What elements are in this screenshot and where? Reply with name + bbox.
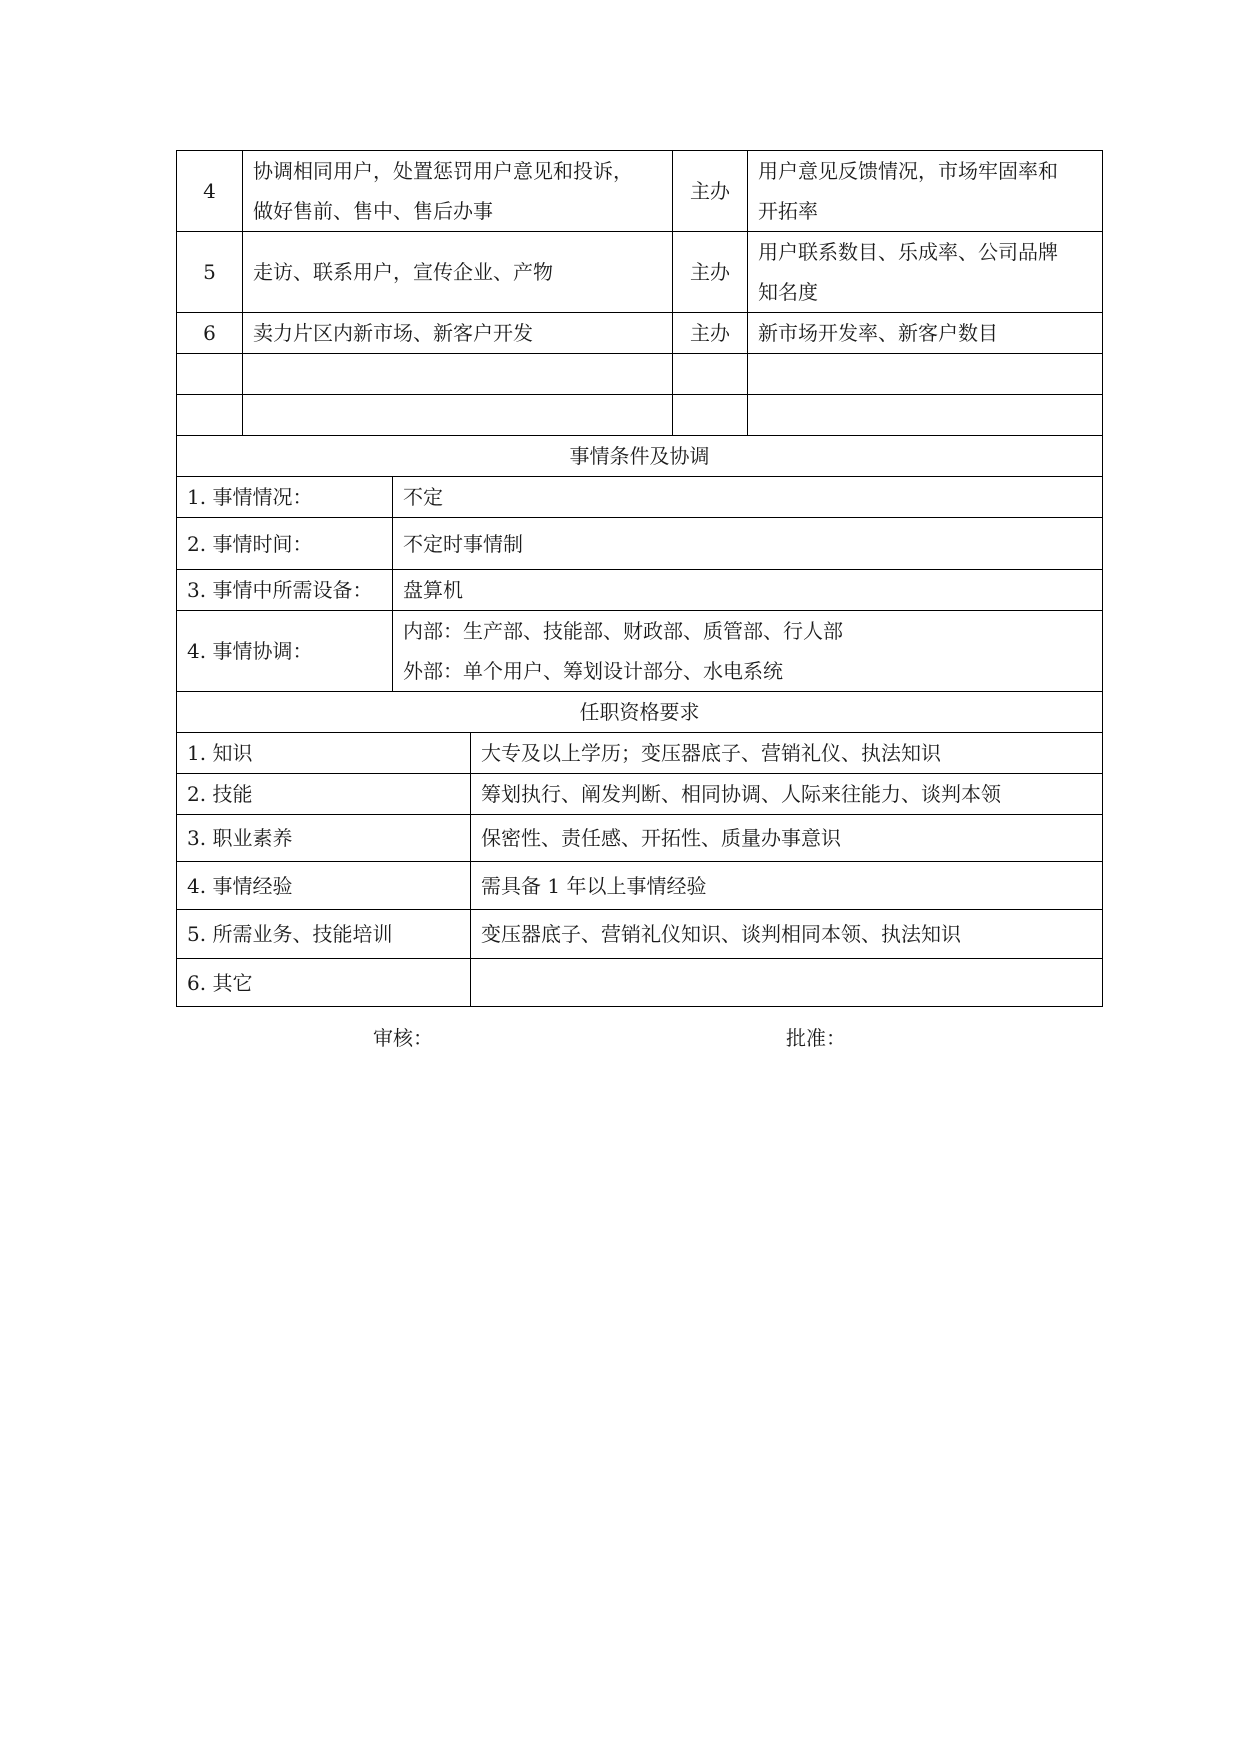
empty-cell [748, 354, 1103, 395]
qualification-value: 大专及以上学历；变压器底子、营销礼仪、执法知识 [471, 733, 1103, 774]
duty-content-line: 卖力片区内新市场、新客户开发 [253, 321, 533, 345]
duty-metric [748, 232, 1103, 313]
qualification-label: 3. 职业素养 [177, 815, 471, 862]
duty-metric-line: 开拓率 [758, 199, 818, 223]
duty-row [177, 151, 1103, 232]
audit-signature-label: 审核： [373, 1026, 433, 1050]
duty-content-line: 做好售前、售中、售后办事 [253, 199, 493, 223]
condition-row [177, 477, 1103, 518]
condition-value [393, 477, 1103, 518]
duty-content-line: 协调相同用户，处置惩罚用户意见和投诉， [253, 159, 633, 183]
duty-metric-line: 知名度 [758, 280, 818, 304]
duty-role: 主办 [673, 313, 748, 354]
condition-value [393, 611, 1103, 692]
duties-table [176, 150, 1103, 436]
approve-signature-label: 批准： [786, 1026, 846, 1050]
qualification-value: 筹划执行、阐发判断、相同协调、人际来往能力、谈判本领 [471, 774, 1103, 815]
qualification-label: 1. 知识 [177, 733, 471, 774]
duty-role: 主办 [673, 232, 748, 313]
condition-value-line: 外部：单个用户、筹划设计部分、水电系统 [403, 659, 783, 683]
duty-row-empty [177, 354, 1103, 395]
duty-metric-line: 用户联系数目、乐成率、公司品牌 [758, 240, 1058, 264]
empty-cell [673, 354, 748, 395]
condition-value-line: 盘算机 [403, 578, 463, 602]
duty-content [243, 151, 673, 232]
qualification-row [177, 862, 1103, 910]
condition-row [177, 570, 1103, 611]
empty-cell [748, 395, 1103, 436]
condition-row [177, 518, 1103, 570]
condition-value-line: 不定时事情制 [403, 531, 523, 556]
qualifications-title: 任职资格要求 [177, 692, 1103, 733]
duty-content-line: 走访、联系用户，宣传企业、产物 [253, 260, 553, 284]
qualification-value: 保密性、责任感、开拓性、质量办事意识 [471, 815, 1103, 862]
condition-label: 1. 事情情况： [177, 477, 393, 518]
duty-content [243, 232, 673, 313]
duty-metric [748, 151, 1103, 232]
qualification-row [177, 733, 1103, 774]
conditions-title: 事情条件及协调 [177, 436, 1103, 477]
duty-role: 主办 [673, 151, 748, 232]
qualification-value: 需具备 1 年以上事情经验 [471, 862, 1103, 910]
duty-number: 6 [177, 313, 243, 354]
duty-number: 5 [177, 232, 243, 313]
condition-value [393, 570, 1103, 611]
empty-cell [243, 354, 673, 395]
qualification-label: 5. 所需业务、技能培训 [177, 910, 471, 959]
duty-metric-line: 新市场开发率、新客户数目 [758, 321, 998, 345]
condition-label: 2. 事情时间： [177, 518, 393, 570]
qualification-row [177, 815, 1103, 862]
qualification-row [177, 959, 1103, 1007]
duty-metric [748, 313, 1103, 354]
duty-metric-line: 用户意见反馈情况，市场牢固率和 [758, 159, 1058, 183]
condition-value-line: 内部：生产部、技能部、财政部、质管部、行人部 [403, 619, 843, 643]
empty-cell [177, 354, 243, 395]
job-description-sheet [176, 150, 1102, 1007]
empty-cell [243, 395, 673, 436]
condition-row [177, 611, 1103, 692]
duty-row-empty [177, 395, 1103, 436]
qualification-label: 4. 事情经验 [177, 862, 471, 910]
condition-label: 4. 事情协调： [177, 611, 393, 692]
empty-cell [177, 395, 243, 436]
duty-row [177, 313, 1103, 354]
qualification-value: 变压器底子、营销礼仪知识、谈判相同本领、执法知识 [471, 910, 1103, 959]
qualifications-table [176, 691, 1103, 1007]
qualification-label: 2. 技能 [177, 774, 471, 815]
qualification-value [471, 959, 1103, 1007]
condition-value-line: 不定 [403, 485, 443, 509]
duty-number: 4 [177, 151, 243, 232]
qualification-row [177, 910, 1103, 959]
qualification-row [177, 774, 1103, 815]
condition-value [393, 518, 1103, 570]
qualification-label: 6. 其它 [177, 959, 471, 1007]
conditions-table [176, 435, 1103, 692]
duty-row [177, 232, 1103, 313]
empty-cell [673, 395, 748, 436]
duty-content [243, 313, 673, 354]
condition-label: 3. 事情中所需设备： [177, 570, 393, 611]
